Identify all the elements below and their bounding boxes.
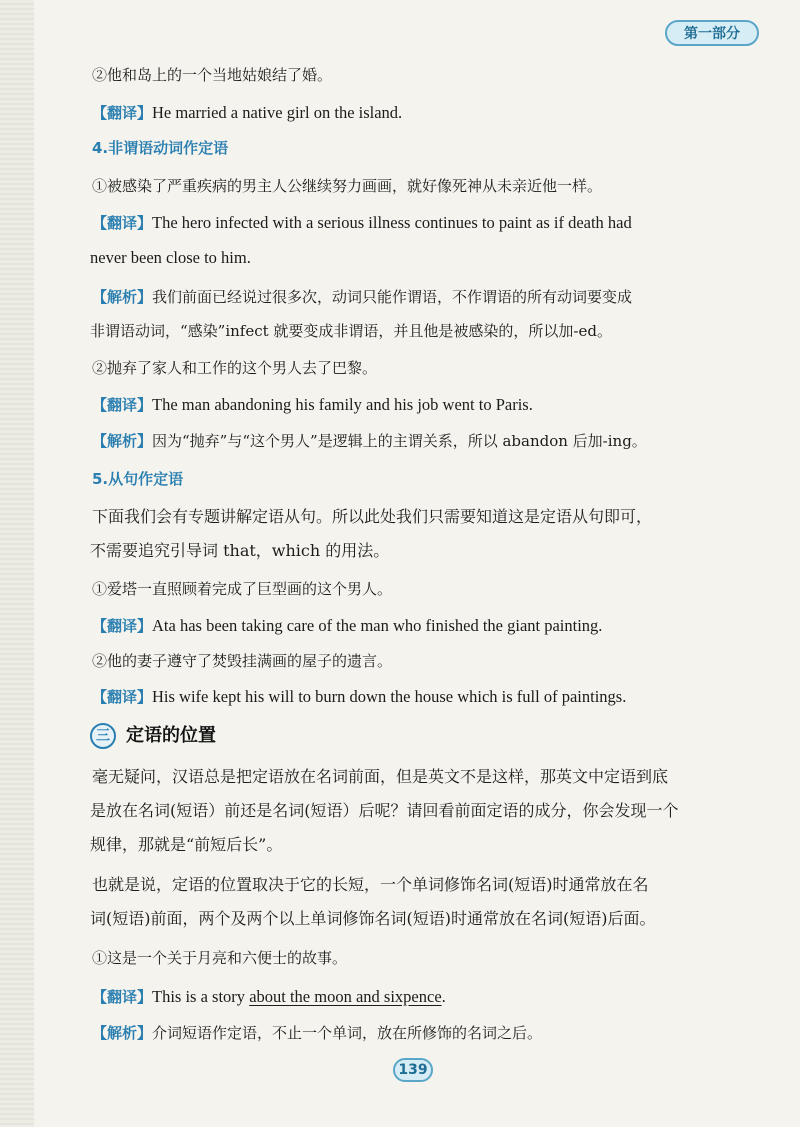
translation-line: [92, 102, 402, 124]
paragraph-line: 不需要追究引导词 that，which 的用法。: [90, 541, 390, 560]
paragraph-line: 毫无疑问，汉语总是把定语放在名词前面，但是英文不是这样，那英文中定语到底: [92, 767, 669, 786]
analysis-tag: 【解析】: [92, 1024, 153, 1042]
section-number-icon: 三: [90, 723, 116, 749]
translation-line: [92, 686, 626, 708]
example-line: ②抛弃了家人和工作的这个男人去了巴黎。: [92, 359, 378, 377]
analysis-tag: 【解析】: [92, 288, 153, 306]
translation-text: Ata has been taking care of the man who finished the giant painting.: [152, 616, 603, 635]
translation-tag: 【翻译】: [92, 214, 153, 232]
translation-tag: 【翻译】: [92, 396, 153, 414]
translation-text: His wife kept his will to burn down the house which is full of paintings.: [152, 687, 627, 706]
translation-tag: 【翻译】: [92, 688, 153, 706]
analysis-text: 我们前面已经说过很多次，动词只能作谓语，不作谓语的所有动词要变成: [152, 288, 633, 306]
paragraph-line: 规律，那就是“前短后长”。: [90, 835, 283, 854]
subheading: 5.从句作定语: [92, 470, 184, 488]
translation-tag: 【翻译】: [92, 104, 153, 122]
translation-text: This is a story: [152, 987, 250, 1006]
section-title: 定语的位置: [126, 725, 216, 746]
page-binding-edge: [0, 0, 34, 1127]
analysis-line: [92, 1022, 542, 1044]
page-number: 139: [393, 1058, 433, 1082]
analysis-text: 因为“抛弃”与“这个男人”是逻辑上的主谓关系，所以 abandon 后加-ing。: [152, 432, 647, 450]
translation-tag: 【翻译】: [92, 988, 153, 1006]
example-line: ①这是一个关于月亮和六便士的故事。: [92, 949, 348, 967]
section-heading: [92, 725, 216, 747]
example-line: ①被感染了严重疾病的男主人公继续努力画画，就好像死神从未亲近他一样。: [92, 177, 603, 195]
translation-tag: 【翻译】: [92, 617, 153, 635]
underlined-phrase: about the moon and sixpence: [249, 987, 442, 1006]
paragraph-line: 下面我们会有专题讲解定语从句。所以此处我们只需要知道这是定语从句即可，: [92, 507, 653, 526]
translation-line: [92, 986, 446, 1008]
translation-line: [92, 212, 632, 234]
analysis-line: [92, 286, 632, 308]
paragraph-line: 是放在名词(短语）前还是名词(短语）后呢？请回看前面定语的成分，你会发现一个: [90, 801, 679, 820]
analysis-line: [92, 430, 647, 452]
section-tab: 第一部分: [665, 20, 759, 46]
translation-line: [92, 615, 602, 637]
translation-period: .: [441, 987, 446, 1006]
analysis-continuation: 非谓语动词，“感染”infect 就要变成非谓语，并且他是被感染的，所以加-ed。: [90, 322, 612, 340]
example-line: ②他的妻子遵守了焚毁挂满画的屋子的遗言。: [92, 652, 393, 670]
translation-text: The man abandoning his family and his job went to Paris.: [152, 395, 533, 414]
translation-line: [92, 394, 533, 416]
example-line: ①爱塔一直照顾着完成了巨型画的这个男人。: [92, 580, 393, 598]
analysis-text: 介词短语作定语，不止一个单词，放在所修饰的名词之后。: [152, 1024, 543, 1042]
analysis-tag: 【解析】: [92, 432, 153, 450]
paragraph-line: 也就是说，定语的位置取决于它的长短，一个单词修饰名词(短语)时通常放在名: [92, 875, 649, 894]
translation-text: He married a native girl on the island.: [152, 103, 403, 122]
translation-text: The hero infected with a serious illness continues to paint as if death had: [152, 213, 632, 232]
paragraph-line: 词(短语)前面，两个及两个以上单词修饰名词(短语)时通常放在名词(短语)后面。: [90, 909, 656, 928]
translation-continuation: never been close to him.: [90, 248, 251, 267]
example-line: ②他和岛上的一个当地姑娘结了婚。: [92, 66, 333, 84]
subheading: 4.非谓语动词作定语: [92, 139, 229, 157]
